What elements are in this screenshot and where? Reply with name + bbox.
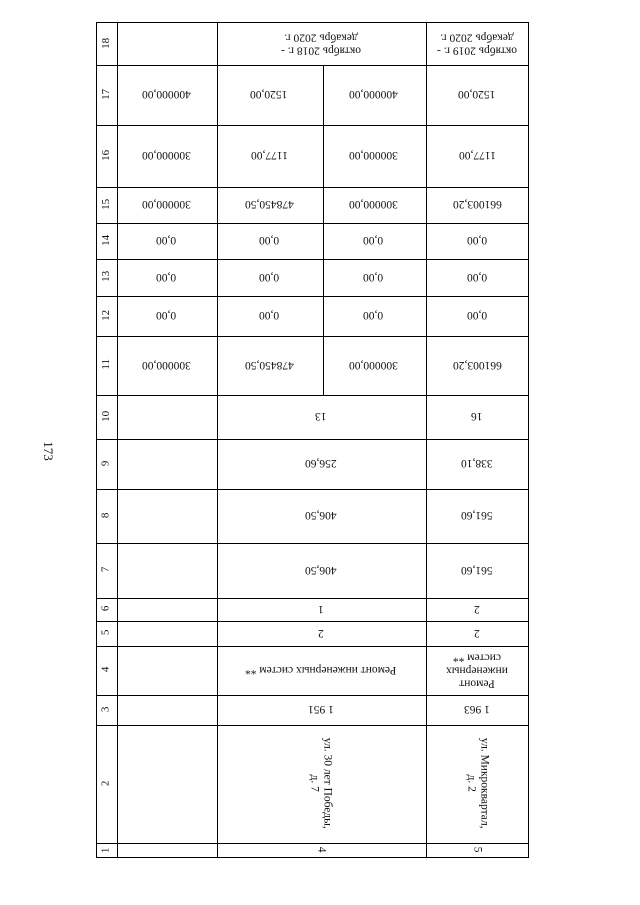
row-4-col-2-text: ул. 30 лет Победы, д. 7: [308, 737, 334, 829]
column-number-1: [96, 842, 116, 858]
column-number-15-text: 15: [99, 198, 112, 210]
column-number-11: [96, 335, 116, 394]
row-blank-col-15: [116, 186, 216, 222]
row-5-col-8: [425, 488, 529, 542]
row-4-col-7: [216, 542, 425, 597]
row-blank-col-12: [116, 295, 216, 335]
row-5-col-13-text: 0,00: [466, 271, 488, 284]
column-number-10-text: 10: [99, 410, 112, 422]
column-number-18-text: 18: [99, 37, 112, 49]
column-number-12: [96, 295, 116, 335]
column-number-7-text: 7: [99, 566, 112, 573]
row-4a-col-16-text: 1177,00: [250, 149, 288, 162]
row-5-col-8-text: 561,60: [461, 509, 493, 522]
row-4b-col-11-text: 300000,00: [349, 359, 398, 372]
column-number-4-text: 4: [99, 666, 112, 673]
row-blank-col-14: [116, 222, 216, 258]
column-number-7: [96, 542, 116, 597]
row-4-col-6-text: 1: [317, 603, 324, 616]
row-5-col-4: [425, 645, 529, 694]
row-4b-col-17: [322, 64, 425, 124]
row-blank-col-16-text: 300000,00: [141, 149, 191, 162]
row-4a-col-15: [216, 186, 322, 222]
row-4-col-8-text: 406,50: [304, 509, 337, 522]
column-number-11-text: 11: [99, 359, 112, 370]
row-4b-col-16-text: 300000,00: [349, 149, 398, 162]
row-4-col-1: [216, 842, 425, 858]
row-5-col-16-text: 1177,00: [458, 149, 496, 162]
row-4-col-9-text: 256,60: [304, 457, 337, 470]
column-number-16-text: 16: [99, 149, 112, 161]
row-5-col-15-text: 661003,20: [452, 198, 502, 211]
row-4-col-9: [216, 438, 425, 488]
row-blank-col-15-text: 300000,00: [141, 198, 191, 211]
row-4-col-4: [216, 645, 425, 694]
row-5-col-12: [425, 295, 529, 335]
row-4b-col-12: [322, 295, 425, 335]
row-4b-col-15-text: 300000,00: [349, 198, 398, 211]
row-4a-col-11-text: 478450,50: [244, 359, 294, 372]
row-4-col-18-text: октябрь 2018 г. - декабрь 2020 г.: [280, 31, 361, 57]
row-4a-col-16: [216, 124, 322, 186]
row-5-col-6: [425, 597, 529, 620]
row-4-col-18: [216, 22, 425, 64]
row-5-col-3: [425, 694, 529, 724]
column-number-17: [96, 64, 116, 124]
row-4b-col-13-text: 0,00: [363, 271, 384, 284]
row-4-col-5: [216, 620, 425, 645]
row-4-col-1-text: 4: [315, 847, 328, 853]
column-number-13: [96, 258, 116, 295]
row-4b-col-12-text: 0,00: [363, 309, 384, 322]
row-5-col-11: [425, 335, 529, 394]
row-4-col-3-text: 1 951: [307, 703, 334, 716]
row-5-col-12-text: 0,00: [466, 309, 488, 322]
row-5-col-9: [425, 438, 529, 488]
row-5-col-4-text: Ремонт инженерных систем **: [446, 650, 508, 690]
column-number-6-text: 6: [99, 605, 112, 612]
row-4b-col-16: [322, 124, 425, 186]
row-5-col-14-text: 0,00: [466, 234, 488, 247]
row-5-col-11-text: 661003,20: [452, 359, 502, 372]
row-4a-col-17: [216, 64, 322, 124]
row-4b-col-11: [322, 335, 425, 394]
row-4-col-3: [216, 694, 425, 724]
row-blank-col-13-text: 0,00: [155, 271, 177, 284]
column-number-9: [96, 438, 116, 488]
row-5-col-17: [425, 64, 529, 124]
row-blank-col-14-text: 0,00: [155, 234, 177, 247]
row-4-col-8: [216, 488, 425, 542]
column-number-14-text: 14: [99, 234, 112, 246]
column-number-3: [96, 694, 116, 724]
row-5-col-10-text: 16: [471, 410, 483, 423]
row-4b-col-13: [322, 258, 425, 295]
row-4a-col-12: [216, 295, 322, 335]
row-4a-col-14-text: 0,00: [258, 234, 280, 247]
row-4a-col-13: [216, 258, 322, 295]
row-5-col-17-text: 1520,00: [458, 88, 496, 101]
row-5-col-18: [425, 22, 529, 64]
column-number-9-text: 9: [99, 460, 112, 466]
row-5-col-7: [425, 542, 529, 597]
row-5-col-1-text: 5: [471, 847, 484, 853]
row-5-col-3-text: 1 963: [464, 703, 490, 716]
row-5-col-13: [425, 258, 529, 295]
column-number-13-text: 13: [99, 270, 112, 282]
column-number-1-text: 1: [99, 847, 112, 853]
column-number-3-text: 3: [99, 706, 112, 712]
row-4a-col-13-text: 0,00: [258, 271, 280, 284]
row-4a-col-12-text: 0,00: [258, 309, 280, 322]
column-number-14: [96, 222, 116, 258]
row-4-col-2: [216, 724, 425, 842]
row-4a-col-14: [216, 222, 322, 258]
row-4-col-6: [216, 597, 425, 620]
column-number-5-text: 5: [99, 629, 112, 636]
row-blank-col-11-text: 300000,00: [141, 359, 191, 372]
row-4-col-5-text: 2: [317, 627, 324, 640]
row-5-col-2-text: ул. Микроквартал, д. 2: [464, 737, 491, 829]
page-number-text: 173: [41, 441, 56, 461]
column-number-18: [96, 22, 116, 64]
column-number-2: [96, 724, 116, 842]
row-5-col-16: [425, 124, 529, 186]
row-4a-col-17-text: 1520,00: [250, 88, 288, 101]
row-5-col-6-text: 2: [474, 603, 480, 616]
row-4b-col-17-text: 400000,00: [349, 88, 398, 101]
column-number-4: [96, 645, 116, 694]
row-4b-col-14-text: 0,00: [363, 234, 384, 247]
column-number-16: [96, 124, 116, 186]
row-5-col-7-text: 561,60: [461, 564, 493, 577]
row-4b-col-15: [322, 186, 425, 222]
row-4-col-10: [216, 394, 425, 438]
page-number: [38, 436, 58, 466]
column-number-8: [96, 488, 116, 542]
column-number-15: [96, 186, 116, 222]
row-5-col-5: [425, 620, 529, 645]
column-number-6: [96, 597, 116, 620]
column-number-8-text: 8: [99, 512, 112, 518]
row-4a-col-11: [216, 335, 322, 394]
row-4a-col-15-text: 478450,50: [244, 198, 294, 211]
row-5-col-18-text: октябрь 2019 г. - декабрь 2020 г.: [437, 31, 517, 57]
row-blank-col-17-text: 400000,00: [141, 88, 191, 101]
row-blank-col-11: [116, 335, 216, 394]
column-number-10: [96, 394, 116, 438]
row-blank-col-16: [116, 124, 216, 186]
row-5-col-9-text: 338,10: [461, 457, 493, 470]
row-5-col-10: [425, 394, 529, 438]
row-5-col-14: [425, 222, 529, 258]
row-4-col-4-text: Ремонт инженерных систем **: [244, 664, 397, 677]
row-5-col-5-text: 2: [474, 627, 480, 640]
row-5-col-2: [425, 724, 529, 842]
row-5-col-1: [425, 842, 529, 858]
row-4-col-10-text: 13: [314, 410, 327, 423]
row-5-col-15: [425, 186, 529, 222]
row-blank-col-17: [116, 64, 216, 124]
row-blank-col-13: [116, 258, 216, 295]
row-4-col-7-text: 406,50: [304, 564, 337, 577]
row-blank-col-12-text: 0,00: [155, 309, 177, 322]
column-number-17-text: 17: [99, 88, 112, 100]
column-number-2-text: 2: [99, 780, 112, 786]
row-4b-col-14: [322, 222, 425, 258]
column-number-5: [96, 620, 116, 645]
column-number-12-text: 12: [99, 309, 112, 321]
